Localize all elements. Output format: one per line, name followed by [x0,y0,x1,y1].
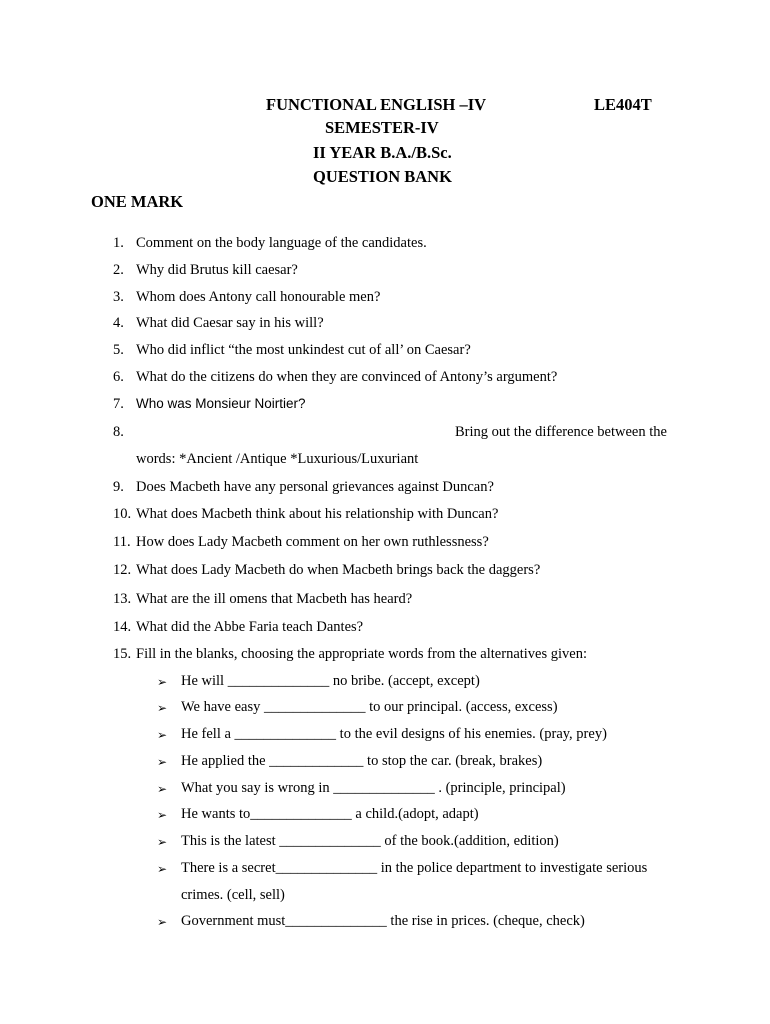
question-text: Does Macbeth have any personal grievances against Duncan? [136,479,494,495]
arrow-bullet-icon: ➢ [157,701,168,715]
question-text: What did Caesar say in his will? [136,315,324,331]
question-number: 11. [113,534,131,550]
question-text: Comment on the body language of the candidates. [136,235,427,251]
question-text: What does Macbeth think about his relationship with Duncan? [136,506,499,522]
question-text: What did the Abbe Faria teach Dantes? [136,619,364,635]
question-text: Whom does Antony call honourable men? [136,289,381,305]
arrow-bullet-icon: ➢ [157,862,168,876]
question-number: 3. [113,289,124,305]
question-text: What do the citizens do when they are convinced of Antony’s argument? [136,369,558,385]
question-number: 5. [113,342,124,358]
question-number: 7. [113,396,124,412]
blank-continuation: crimes. (cell, sell) [181,887,285,903]
question-text: Who did inflict “the most unkindest cut of all’ on Caesar? [136,342,471,358]
question-number: 9. [113,479,124,495]
blank-text: There is a secret______________ in the police department to investigate serious [181,860,648,876]
blank-text: This is the latest ______________ of the book.(addition, edition) [181,833,559,849]
course-code: LE404T [594,95,652,114]
question-text: What does Lady Macbeth do when Macbeth brings back the daggers? [136,562,541,578]
question-number: 8. [113,424,124,440]
question-number: 15. [113,646,132,662]
blank-text: He will ______________ no bribe. (accept, except) [181,673,480,689]
section-heading: ONE MARK [91,192,184,211]
question-text: Who was Monsieur Noirtier? [136,396,306,411]
question-number: 1. [113,235,124,251]
question-text: Why did Brutus kill caesar? [136,262,298,278]
question-number: 10. [113,506,132,522]
course-title: FUNCTIONAL ENGLISH –IV [266,95,487,114]
blank-text: Government must______________ the rise in prices. (cheque, check) [181,913,585,929]
question-text: Fill in the blanks, choosing the appropriate words from the alternatives given: [136,646,588,662]
question-number: 4. [113,315,124,331]
question-continuation: words: *Ancient /Antique *Luxurious/Luxuriant [136,451,419,467]
arrow-bullet-icon: ➢ [157,835,168,849]
year-line: II YEAR B.A./B.Sc. [313,143,452,162]
question-number: 14. [113,619,132,635]
blank-text: What you say is wrong in ______________ . (principle, principal) [181,780,566,796]
arrow-bullet-icon: ➢ [157,675,168,689]
arrow-bullet-icon: ➢ [157,915,168,929]
arrow-bullet-icon: ➢ [157,755,168,769]
question-number: 12. [113,562,132,578]
semester-line: SEMESTER-IV [325,118,439,137]
question-number: 13. [113,591,132,607]
question-text: What are the ill omens that Macbeth has heard? [136,591,413,607]
question-text: Bring out the difference between the [455,424,667,440]
question-number: 2. [113,262,124,278]
arrow-bullet-icon: ➢ [157,808,168,822]
question-text: How does Lady Macbeth comment on her own ruthlessness? [136,534,489,550]
blank-text: He applied the _____________ to stop the car. (break, brakes) [181,753,543,769]
question-number: 6. [113,369,124,385]
question-bank-title: QUESTION BANK [313,167,452,186]
arrow-bullet-icon: ➢ [157,728,168,742]
blank-text: We have easy ______________ to our principal. (access, excess) [181,699,558,715]
blank-text: He wants to______________ a child.(adopt, adapt) [181,806,479,822]
arrow-bullet-icon: ➢ [157,782,168,796]
blank-text: He fell a ______________ to the evil designs of his enemies. (pray, prey) [181,726,607,742]
